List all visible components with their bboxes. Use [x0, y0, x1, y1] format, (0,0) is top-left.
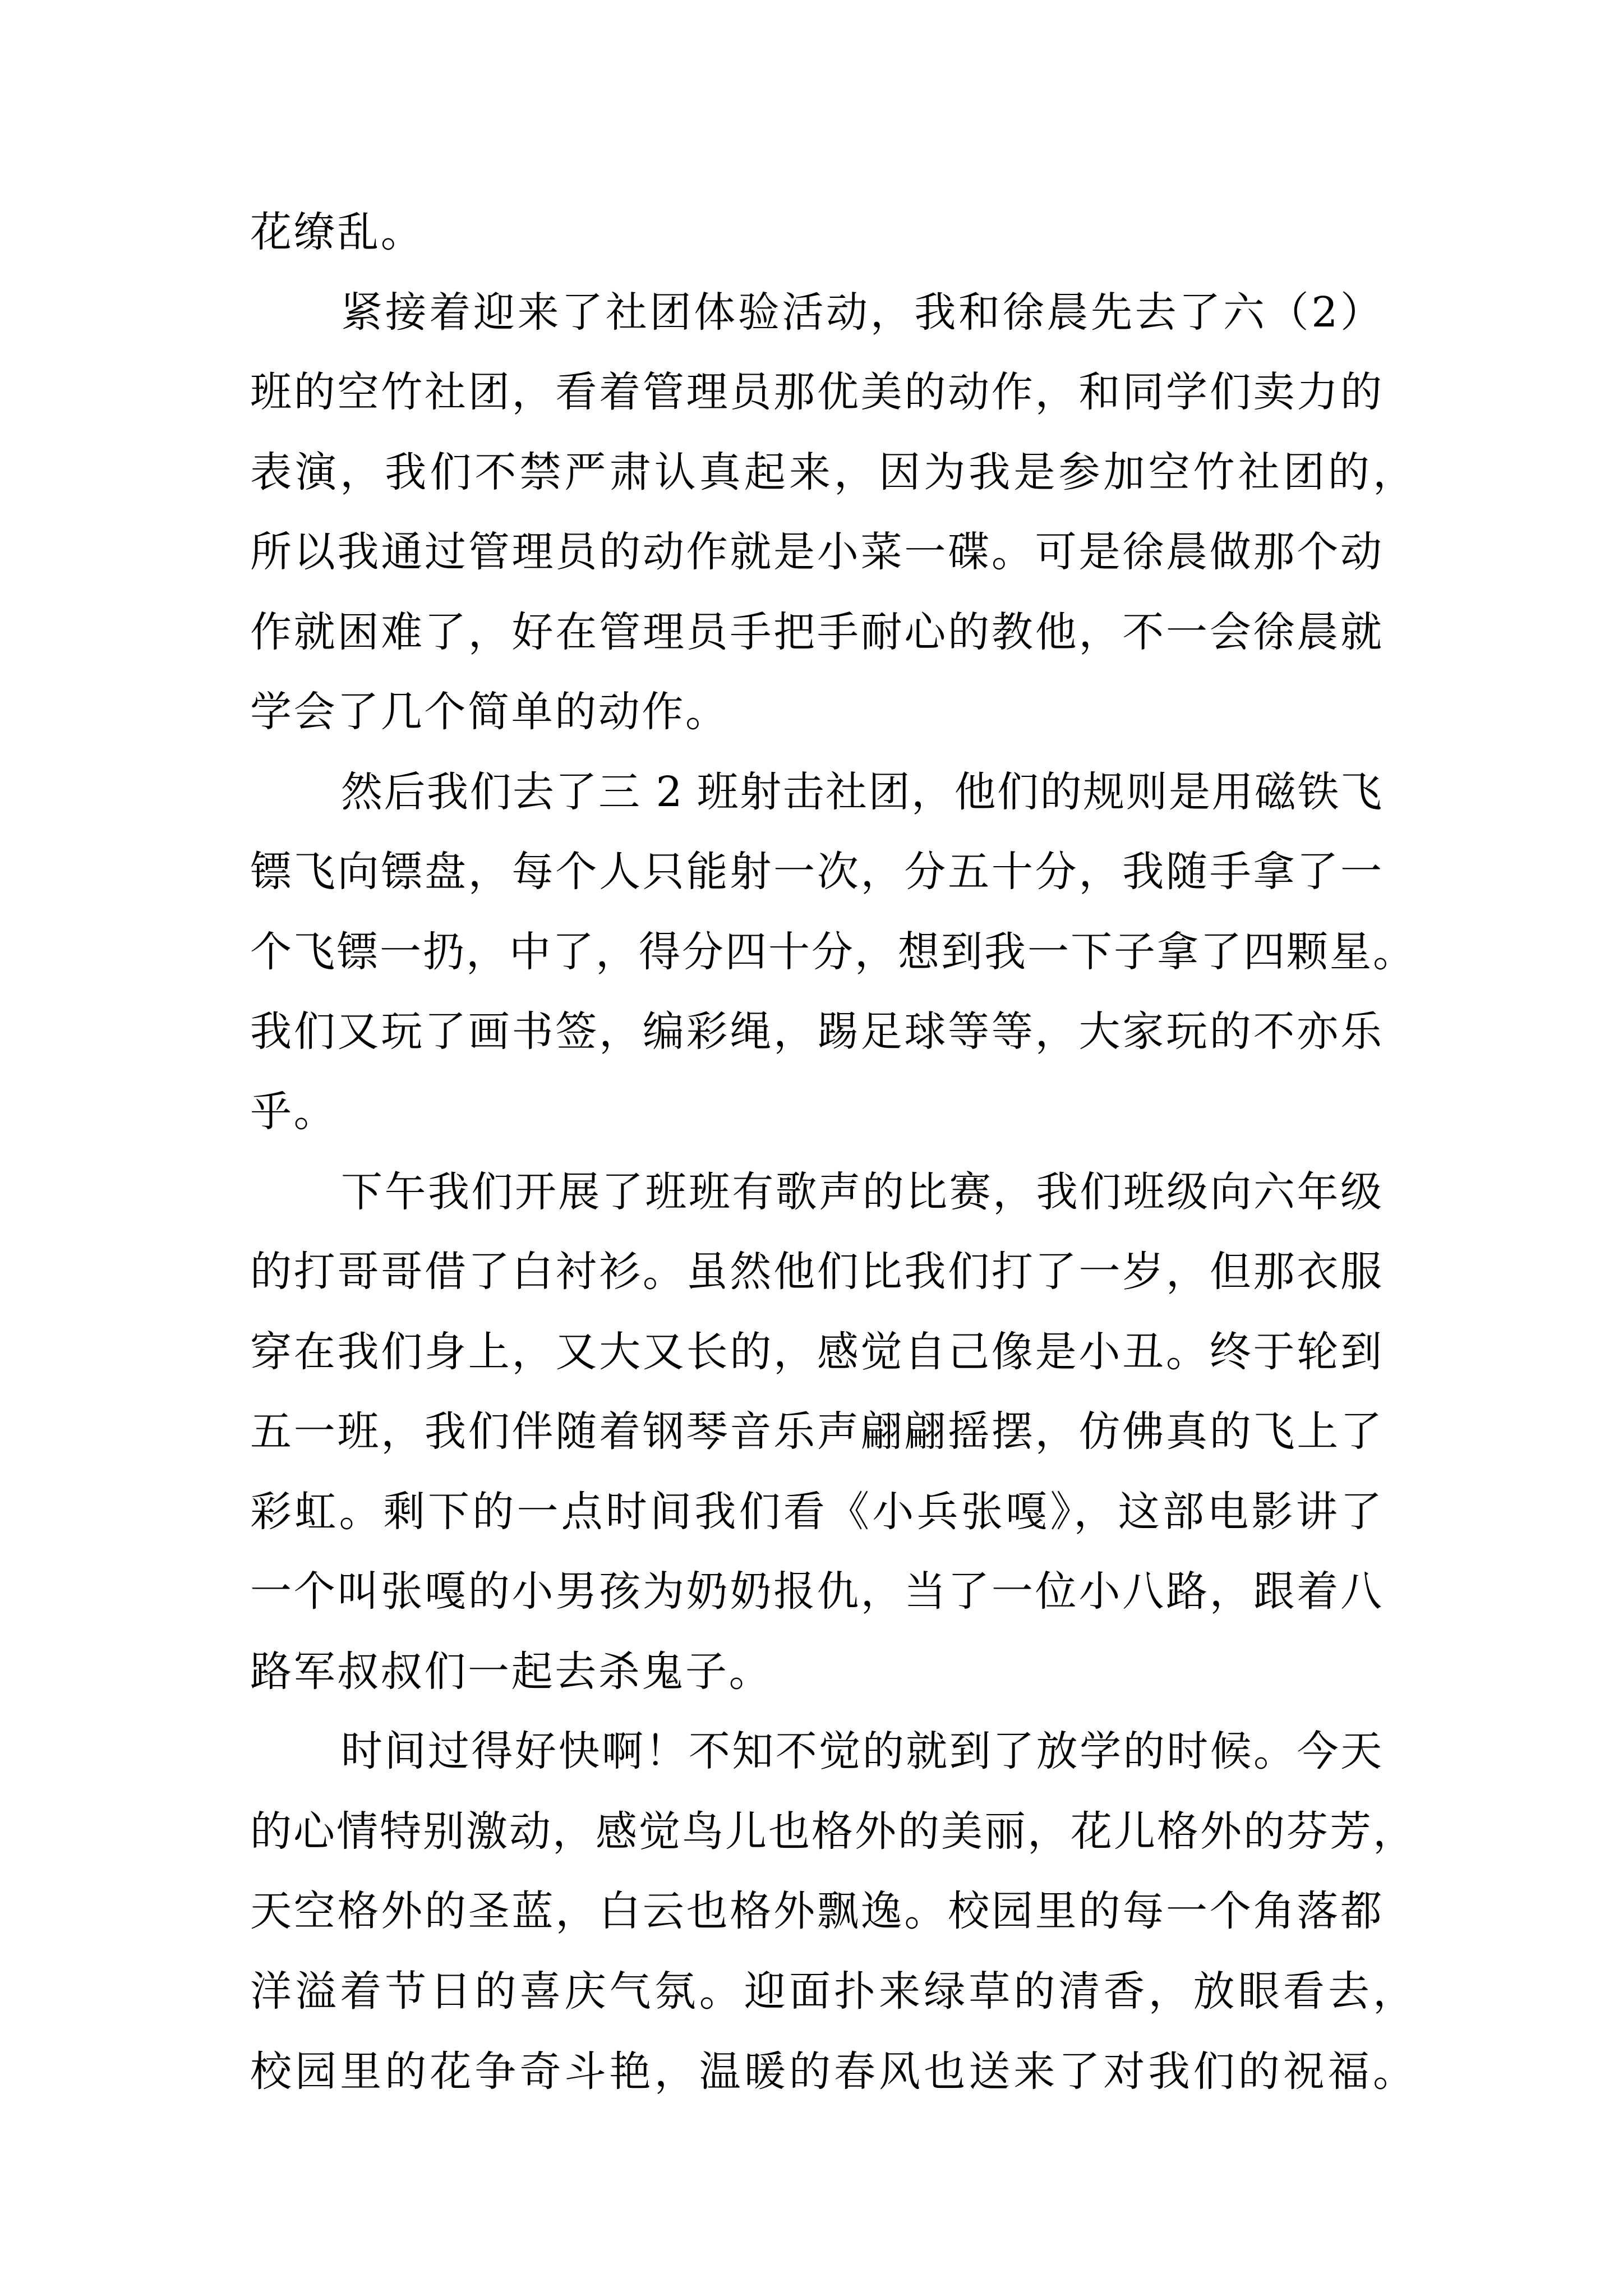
text-line: 的心情特别激动，感觉鸟儿也格外的美丽，花儿格外的芬芳， — [250, 1807, 1414, 1856]
text-line: 五一班，我们伴随着钢琴音乐声翩翩摇摆，仿佛真的飞上了 — [250, 1407, 1382, 1456]
text-line: 乎。 — [250, 1088, 338, 1137]
text-line: 天空格外的圣蓝，白云也格外飘逸。校园里的每一个角落都 — [250, 1887, 1382, 1936]
paragraph-after-school — [250, 1711, 1417, 2111]
text-line: 班的空竹社团，看着管理员那优美的动作，和同学们卖力的 — [250, 368, 1382, 417]
text-line: 紧接着迎来了社团体验活动，我和徐晨先去了六（2） — [341, 288, 1382, 337]
text-line: 时间过得好快啊！不知不觉的就到了放学的时候。今天 — [341, 1727, 1382, 1776]
text-line: 学会了几个简单的动作。 — [250, 688, 729, 737]
text-line: 校园里的花争奇斗艳，温暖的春风也送来了对我们的祝福。 — [250, 2047, 1414, 2096]
text-line: 然后我们去了三 2 班射击社团，他们的规则是用磁铁飞 — [341, 767, 1382, 816]
text-line: 的打哥哥借了白衬衫。虽然他们比我们打了一岁，但那衣服 — [250, 1248, 1382, 1296]
text-line: 作就困难了，好在管理员手把手耐心的教他，不一会徐晨就 — [250, 608, 1382, 656]
text-line: 所以我通过管理员的动作就是小菜一碟。可是徐晨做那个动 — [250, 528, 1382, 577]
paragraph-club-experience — [250, 273, 1417, 752]
text-line: 我们又玩了画书签，编彩绳，踢足球等等，大家玩的不亦乐 — [250, 1007, 1382, 1056]
text-line: 彩虹。剩下的一点时间我们看《小兵张嘎》，这部电影讲了 — [250, 1487, 1382, 1536]
paragraph-continued — [250, 192, 1417, 273]
paragraph-singing-contest — [250, 1152, 1417, 1712]
document-body — [250, 192, 1417, 2111]
text-line: 穿在我们身上，又大又长的，感觉自己像是小丑。终于轮到 — [250, 1327, 1382, 1376]
text-line: 洋溢着节日的喜庆气氛。迎面扑来绿草的清香，放眼看去， — [250, 1967, 1414, 2016]
text-line: 花缭乱。 — [250, 208, 425, 256]
text-line: 表演，我们不禁严肃认真起来，因为我是参加空竹社团的， — [250, 448, 1414, 496]
text-line: 路军叔叔们一起去杀鬼子。 — [250, 1647, 773, 1696]
text-line: 下午我们开展了班班有歌声的比赛，我们班级向六年级 — [341, 1167, 1382, 1216]
text-line: 一个叫张嘎的小男孩为奶奶报仇，当了一位小八路，跟着八 — [250, 1567, 1382, 1616]
text-line: 个飞镖一扔，中了，得分四十分，想到我一下子拿了四颗星。 — [250, 927, 1414, 976]
text-line: 镖飞向镖盘，每个人只能射一次，分五十分，我随手拿了一 — [250, 848, 1382, 896]
paragraph-shooting-club — [250, 752, 1417, 1152]
